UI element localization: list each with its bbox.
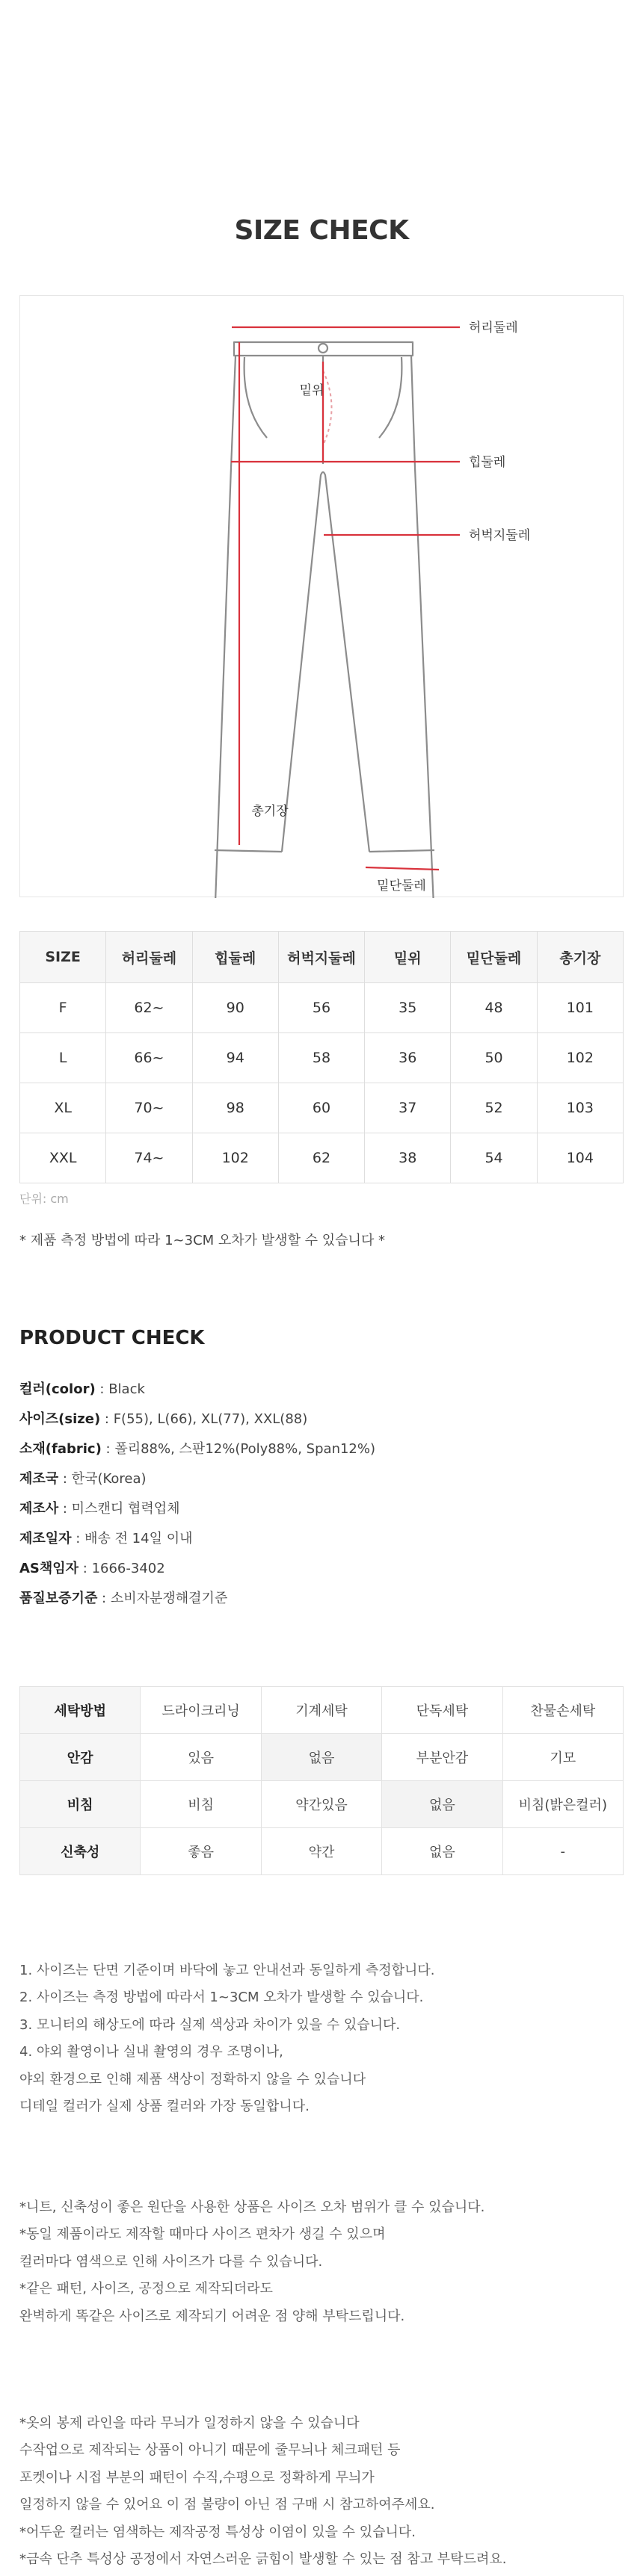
size-cell: 102 <box>537 1033 623 1083</box>
feature-option-cell: 약간있음 <box>261 1781 381 1828</box>
feature-option-cell: 부분안감 <box>382 1734 502 1781</box>
table-row <box>20 1033 624 1083</box>
size-cell: 66~ <box>106 1033 192 1083</box>
spec-value: : 소비자분쟁해결기준 <box>97 1591 228 1606</box>
feature-option-cell: 없음 <box>261 1734 381 1781</box>
notice-line: 포켓이나 시접 부분의 패턴이 수직,수평으로 정확하게 무늬가 <box>19 2469 375 2486</box>
feature-option-cell: 기계세탁 <box>261 1687 381 1734</box>
size-cell: XXL <box>20 1133 106 1183</box>
spec-value: : 한국(Korea) <box>58 1471 147 1487</box>
spec-key: 제조일자 <box>19 1531 72 1546</box>
size-cell: 90 <box>192 983 278 1033</box>
spec-key: 사이즈(size) <box>19 1411 101 1427</box>
spec-value: : 폴리88%, 스판12%(Poly88%, Span12%) <box>101 1441 376 1457</box>
table-row <box>20 1781 624 1828</box>
size-cell: 58 <box>278 1033 364 1083</box>
notice-line: 일정하지 않을 수 있어요 이 점 불량이 아닌 점 구매 시 참고하여주세요. <box>19 2497 435 2513</box>
table-row <box>20 1083 624 1133</box>
product-check-heading: PRODUCT CHECK <box>19 1327 205 1349</box>
spec-value: : F(55), L(66), XL(77), XXL(88) <box>100 1411 308 1427</box>
unit-note: 단위: cm <box>19 1192 69 1206</box>
feature-option-cell: 있음 <box>141 1734 261 1781</box>
measurement-lines <box>231 327 460 870</box>
size-cell: 102 <box>192 1133 278 1183</box>
notice-line: *동일 제품이라도 제작할 때마다 사이즈 편차가 생길 수 있으며 <box>19 2226 386 2243</box>
notice-line: 수작업으로 제작되는 상품이 아니기 때문에 줄무늬나 체크패턴 등 <box>19 2442 401 2459</box>
table-row <box>20 1734 624 1781</box>
product-check-list <box>19 1375 375 1614</box>
notice-line: 디테일 컬러가 실제 상품 컬러와 가장 동일합니다. <box>19 2098 310 2114</box>
outer-seam-right <box>411 356 434 898</box>
pocket-right <box>379 357 402 438</box>
size-header-cell: 총기장 <box>537 932 623 983</box>
size-check-title: SIZE CHECK <box>234 215 409 246</box>
size-table <box>19 931 624 1183</box>
notice-line: 완벽하게 똑같은 사이즈로 제작되기 어려운 점 양해 부탁드립니다. <box>19 2308 405 2324</box>
notice-line: 컬러마다 염색으로 인해 사이즈가 다를 수 있습니다. <box>19 2253 323 2270</box>
size-cell: 101 <box>537 983 623 1033</box>
spec-key: 제조사 <box>19 1501 59 1517</box>
notice-line: *옷의 봉제 라인을 따라 무늬가 일정하지 않을 수 있습니다 <box>19 2415 360 2431</box>
feature-row-head: 신축성 <box>20 1828 141 1875</box>
feature-row-head: 비침 <box>20 1781 141 1828</box>
notice-line: 3. 모니터의 해상도에 따라 실제 색상과 차이가 있을 수 있습니다. <box>19 2016 401 2033</box>
size-cell: 74~ <box>106 1133 192 1183</box>
notice-line: *금속 단추 특성상 공정에서 자연스러운 긁힘이 발생할 수 있는 점 참고 부탁드려요. <box>19 2551 507 2567</box>
list-item <box>19 1494 375 1524</box>
notice-line: *니트, 신축성이 좋은 원단을 사용한 상품은 사이즈 오차 범위가 클 수 있습니다. <box>19 2199 485 2215</box>
spec-key: 제조국 <box>19 1471 59 1487</box>
spec-key: AS책임자 <box>19 1561 79 1576</box>
spec-key: 품질보증기준 <box>19 1591 98 1606</box>
list-item <box>19 1464 375 1494</box>
notice-list-pattern <box>19 2410 506 2573</box>
size-cell: 104 <box>537 1133 623 1183</box>
size-cell: 103 <box>537 1083 623 1133</box>
pants-size-diagram <box>19 295 624 897</box>
notice-line: 2. 사이즈는 측정 방법에 따라서 1~3CM 오차가 발생할 수 있습니다. <box>19 1990 424 2006</box>
feature-option-cell: 비침(밝은컬러) <box>502 1781 623 1828</box>
size-cell: 60 <box>278 1083 364 1133</box>
spec-value: : 배송 전 14일 이내 <box>71 1531 193 1546</box>
feature-option-cell: 없음 <box>382 1828 502 1875</box>
label-hip: 힙둘레 <box>469 455 506 470</box>
size-cell: 37 <box>365 1083 451 1133</box>
size-cell: L <box>20 1033 106 1083</box>
size-cell: 62 <box>278 1133 364 1183</box>
size-cell: 48 <box>451 983 537 1033</box>
notice-line: 4. 야외 촬영이나 실내 촬영의 경우 조명이나, <box>19 2044 283 2061</box>
fabric-feature-table <box>19 1686 624 1875</box>
label-hem: 밑단둘레 <box>377 879 426 894</box>
feature-option-cell: 좋음 <box>141 1828 261 1875</box>
notice-line: 야외 환경으로 인해 제품 색상이 정확하지 않을 수 있습니다 <box>19 2071 366 2087</box>
size-header-cell: 허벅지둘레 <box>278 932 364 983</box>
feature-option-cell: 비침 <box>141 1781 261 1828</box>
size-cell: 70~ <box>106 1083 192 1133</box>
inseam <box>282 472 369 852</box>
feature-option-cell: - <box>502 1828 623 1875</box>
list-item <box>19 1375 375 1405</box>
feature-row-head: 세탁방법 <box>20 1687 141 1734</box>
feature-option-cell: 찬물손세탁 <box>502 1687 623 1734</box>
list-item <box>19 1434 375 1464</box>
waist-button <box>319 344 327 353</box>
hem-measure-line <box>366 867 439 870</box>
notice-list-general <box>19 1957 435 2120</box>
table-row <box>20 983 624 1033</box>
label-waist: 허리둘레 <box>469 321 518 335</box>
notice-line: *같은 패턴, 사이즈, 공정으로 제작되더라도 <box>19 2281 273 2297</box>
spec-value: : Black <box>95 1381 145 1397</box>
feature-option-cell: 약간 <box>261 1828 381 1875</box>
size-header-cell: 허리둘레 <box>106 932 192 983</box>
size-table-header-row <box>20 932 624 983</box>
spec-value: : 미스캔디 협력업체 <box>58 1501 180 1517</box>
rise-curve-line <box>323 371 332 445</box>
pocket-left <box>244 357 267 438</box>
list-item <box>19 1524 375 1554</box>
size-cell: 38 <box>365 1133 451 1183</box>
label-length: 총기장 <box>251 804 289 819</box>
table-row <box>20 1133 624 1183</box>
size-cell: 94 <box>192 1033 278 1083</box>
hem-left <box>215 850 282 852</box>
size-cell: 98 <box>192 1083 278 1133</box>
size-cell: 36 <box>365 1033 451 1083</box>
size-header-cell: 힙둘레 <box>192 932 278 983</box>
spec-key: 소재(fabric) <box>19 1441 102 1457</box>
list-item <box>19 1584 375 1614</box>
notice-line: *어두운 컬러는 염색하는 제작공정 특성상 이염이 있을 수 있습니다. <box>19 2524 416 2540</box>
list-item <box>19 1554 375 1584</box>
pants-outline <box>215 342 434 898</box>
outer-seam-left <box>215 356 236 898</box>
size-header-cell: SIZE <box>20 932 106 983</box>
feature-row-head: 안감 <box>20 1734 141 1781</box>
size-cell: 54 <box>451 1133 537 1183</box>
table-row <box>20 1828 624 1875</box>
table-row <box>20 1687 624 1734</box>
label-rise: 밑위 <box>299 383 324 398</box>
size-header-cell: 밑위 <box>365 932 451 983</box>
spec-value: : 1666-3402 <box>79 1561 165 1576</box>
measurement-error-note: * 제품 측정 방법에 따라 1~3CM 오차가 발생할 수 있습니다 * <box>19 1233 386 1248</box>
hem-right <box>369 850 434 852</box>
size-header-cell: 밑단둘레 <box>451 932 537 983</box>
feature-option-cell: 기모 <box>502 1734 623 1781</box>
size-cell: 50 <box>451 1033 537 1083</box>
pants-diagram-svg <box>20 296 624 898</box>
feature-option-cell: 드라이크리닝 <box>141 1687 261 1734</box>
notice-list-size-variance <box>19 2194 484 2330</box>
size-cell: XL <box>20 1083 106 1133</box>
label-thigh: 허벅지둘레 <box>469 528 531 543</box>
size-cell: 56 <box>278 983 364 1033</box>
size-cell: 52 <box>451 1083 537 1133</box>
feature-option-cell: 단독세탁 <box>382 1687 502 1734</box>
size-cell: F <box>20 983 106 1033</box>
spec-key: 컬러(color) <box>19 1381 96 1397</box>
size-cell: 35 <box>365 983 451 1033</box>
notice-line: 1. 사이즈는 단면 기준이며 바닥에 놓고 안내선과 동일하게 측정합니다. <box>19 1963 435 1978</box>
size-cell: 62~ <box>106 983 192 1033</box>
feature-option-cell: 없음 <box>382 1781 502 1828</box>
list-item <box>19 1405 375 1434</box>
